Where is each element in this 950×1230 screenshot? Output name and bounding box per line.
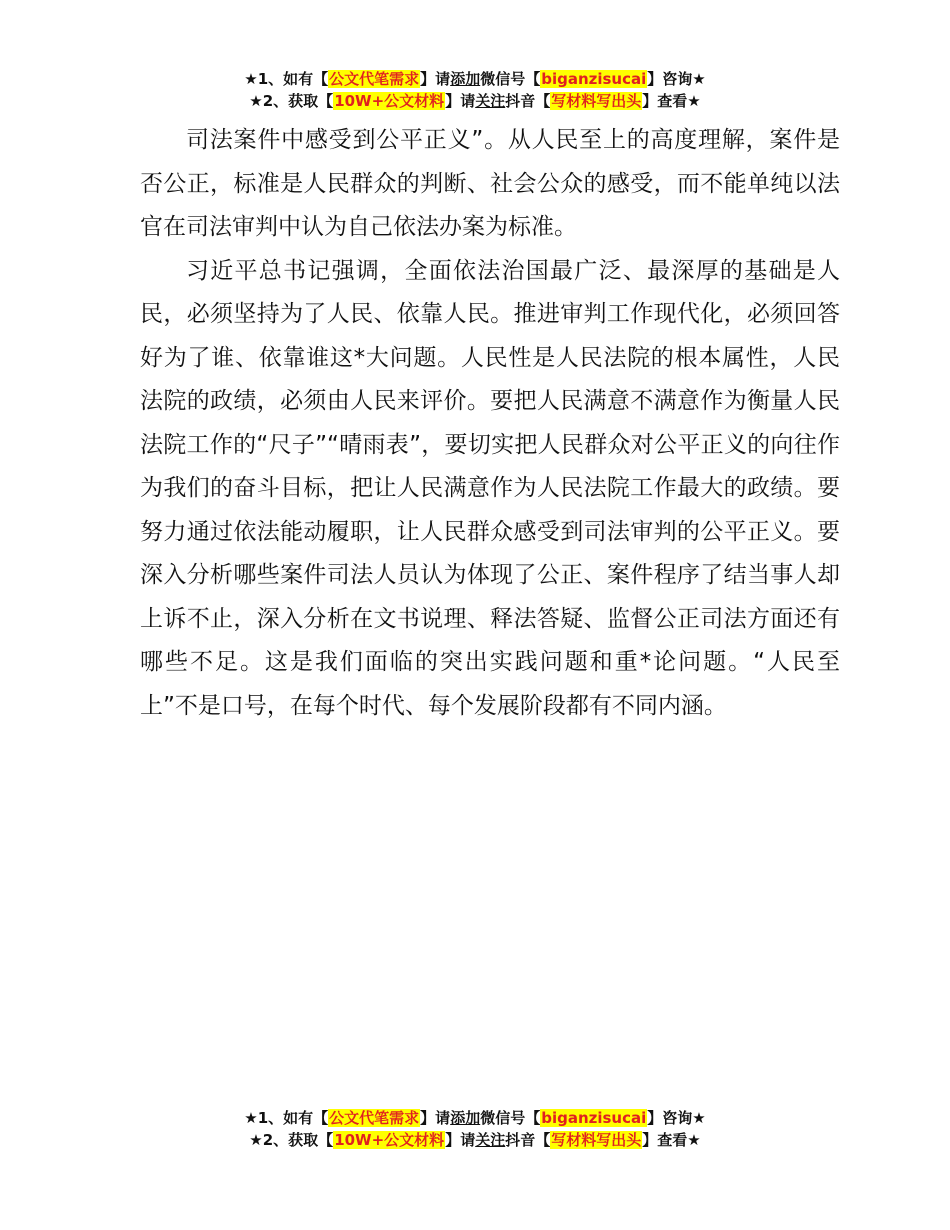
- header-banner-line-1: [0, 68, 950, 90]
- body-paragraph: 习近平总书记强调，全面依法治国最广泛、最深厚的基础是人民，必须坚持为了人民、依靠人民。推进审判工作现代化，必须回答好为了谁、依靠谁这*大问题。人民性是人民法院的根本属性，人民法院的政绩，必须由人民来评价。要把人民满意不满意作为衡量人民法院工作的“尺子”“晴雨表”，要切实把人民群众对公平正义的向往作为我们的奋斗目标，把让人民满意作为人民法院工作最大的政绩。要努力通过依法能动履职，让人民群众感受到司法审判的公平正义。要深入分析哪些案件司法人员认为体现了公正、案件程序了结当事人却上诉不止，深入分析在文书说理、释法答疑、监督公正司法方面还有哪些不足。这是我们面临的突出实践问题和重*论问题。“人民至上”不是口号，在每个时代、每个发展阶段都有不同内涵。: [140, 257, 840, 719]
- banner-text: 抖音【: [505, 92, 551, 110]
- body-paragraph-continued: 司法案件中感受到公平正义”。从人民至上的高度理解，案件是否公正，标准是人民群众的判断、社会公众的感受，而不能单纯以法官在司法审判中认为自己依法办案为标准。: [140, 127, 840, 240]
- banner-text: 】请: [445, 1131, 476, 1149]
- footer-banner-line-2: [0, 1129, 950, 1151]
- banner-highlight: 公文代笔需求: [329, 1109, 420, 1127]
- banner-text: 】请: [420, 1109, 451, 1127]
- banner-highlight: 写材料写出头: [551, 1131, 642, 1149]
- banner-text: 】咨询★: [647, 1109, 706, 1127]
- banner-text: 】查看★: [642, 92, 701, 110]
- banner-highlight: 10W+公文材料: [334, 92, 445, 110]
- banner-highlight: 写材料写出头: [551, 92, 642, 110]
- banner-highlight: 10W+公文材料: [334, 1131, 445, 1149]
- banner-text: 】请: [445, 92, 476, 110]
- banner-highlight: biganzisucai: [541, 1109, 647, 1127]
- banner-emphasis: 关注: [475, 92, 506, 110]
- banner-text: ★2、获取【: [249, 92, 334, 110]
- banner-text: 抖音【: [505, 1131, 551, 1149]
- header-banner-line-2: [0, 90, 950, 112]
- banner-text: ★2、获取【: [249, 1131, 334, 1149]
- banner-text: 微信号【: [480, 1109, 541, 1127]
- header-banner: [0, 68, 950, 112]
- banner-text: 】请: [420, 70, 451, 88]
- banner-text: ★1、如有【: [244, 70, 329, 88]
- banner-highlight: 公文代笔需求: [329, 70, 420, 88]
- banner-emphasis: 添加: [450, 70, 481, 88]
- banner-text: ★1、如有【: [244, 1109, 329, 1127]
- banner-text: 】咨询★: [647, 70, 706, 88]
- banner-emphasis: 关注: [475, 1131, 506, 1149]
- banner-emphasis: 添加: [450, 1109, 481, 1127]
- banner-text: 微信号【: [480, 70, 541, 88]
- footer-banner: [0, 1107, 950, 1151]
- banner-highlight: biganzisucai: [541, 70, 647, 88]
- banner-text: 】查看★: [642, 1131, 701, 1149]
- footer-banner-line-1: [0, 1107, 950, 1129]
- document-body: [140, 119, 840, 728]
